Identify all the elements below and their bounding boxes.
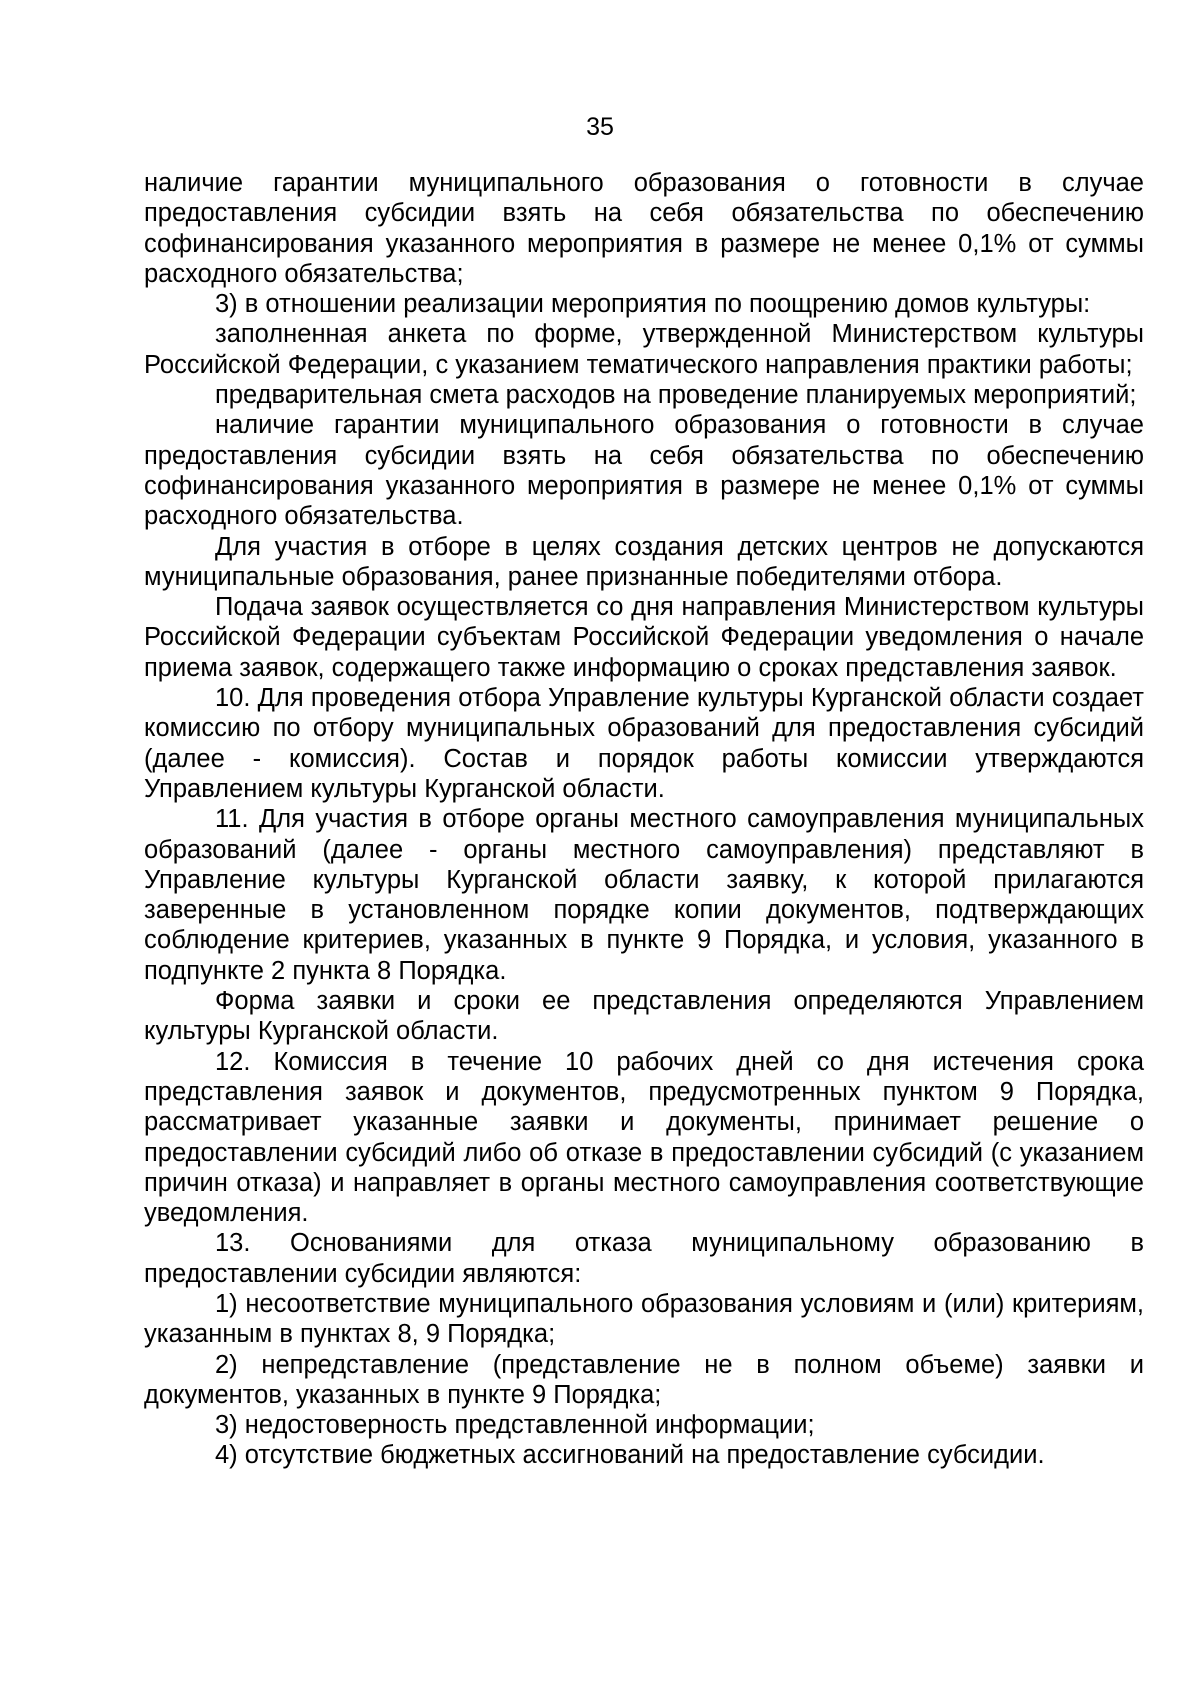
- paragraph-item-3-houses-of-culture: 3) в отношении реализации мероприятия по поощрению домов культуры:: [215, 290, 1091, 319]
- paragraph-guarantee-cofinancing-2: наличие гарантии муниципального образования о готовности в случае предоставления субсидии взять на себя обязательства по обеспечению софинансирования указанного мероприятия в размере не менее 0,1% от суммы расходного обязательства.: [144, 411, 1144, 531]
- paragraph-refusal-ground-3: 3) недостоверность представленной информации;: [215, 1411, 815, 1440]
- paragraph-preliminary-estimate: предварительная смета расходов на проведение планируемых мероприятий;: [215, 381, 1137, 410]
- paragraph-item-10-commission: 10. Для проведения отбора Управление культуры Курганской области создает комиссию по отбору муниципальных образований для предоставления субсидий (далее - комиссия). Состав и порядок работы комиссии утверждаются Управлением культуры Курганской области.: [144, 684, 1144, 803]
- paragraph-item-12-review: 12. Комиссия в течение 10 рабочих дней со дня истечения срока представления заявок и документов, предусмотренных пунктом 9 Порядка, рассматривает указанные заявки и документы, принимает решение о предоставлении субсидий либо об отказе в предоставлении субсидий (с указанием причин отказа) и направляет в органы местного самоуправления соответствующие уведомления.: [144, 1047, 1144, 1228]
- paragraph-filled-questionnaire: заполненная анкета по форме, утвержденной Министерством культуры Российской Федерации, с указанием тематического направления практики работы;: [144, 320, 1144, 379]
- paragraph-children-centers-exclusion: Для участия в отборе в целях создания детских центров не допускаются муниципальные образования, ранее признанные победителями отбора.: [144, 532, 1144, 591]
- paragraph-application-submission: Подача заявок осуществляется со дня направления Министерством культуры Российской Федерации субъектам Российской Федерации уведомления о начале приема заявок, содержащего также информацию о сроках представления заявок.: [144, 593, 1144, 682]
- page-number: 35: [586, 113, 614, 141]
- document-body: [144, 168, 1144, 1471]
- paragraph-application-form: Форма заявки и сроки ее представления определяются Управлением культуры Курганской области.: [144, 987, 1144, 1046]
- paragraph-item-13-refusal-grounds: 13. Основаниями для отказа муниципальному образованию в предоставлении субсидии являются:: [144, 1229, 1144, 1288]
- paragraph-refusal-ground-1: 1) несоответствие муниципального образования условиям и (или) критериям, указанным в пунктах 8, 9 Порядка;: [144, 1289, 1144, 1349]
- paragraph-item-11-participation: 11. Для участия в отборе органы местного самоуправления муниципальных образований (далее - органы местного самоуправления) представляют в Управление культуры Курганской области заявку, к которой прилагаются заверенные в установленном порядке копии документов, подтверждающих соблюдение критериев, указанных в пункте 9 Порядка, и условия, указанного в подпункте 2 пункта 8 Порядка.: [144, 805, 1144, 985]
- paragraph-guarantee-cofinancing-1: наличие гарантии муниципального образования о готовности в случае предоставления субсидии взять на себя обязательства по обеспечению софинансирования указанного мероприятия в размере не менее 0,1% от суммы расходного обязательства;: [144, 169, 1144, 288]
- paragraph-refusal-ground-4: 4) отсутствие бюджетных ассигнований на предоставление субсидии.: [215, 1441, 1045, 1470]
- paragraph-refusal-ground-2: 2) непредставление (представление не в полном объеме) заявки и документов, указанных в пункте 9 Порядка;: [144, 1350, 1144, 1409]
